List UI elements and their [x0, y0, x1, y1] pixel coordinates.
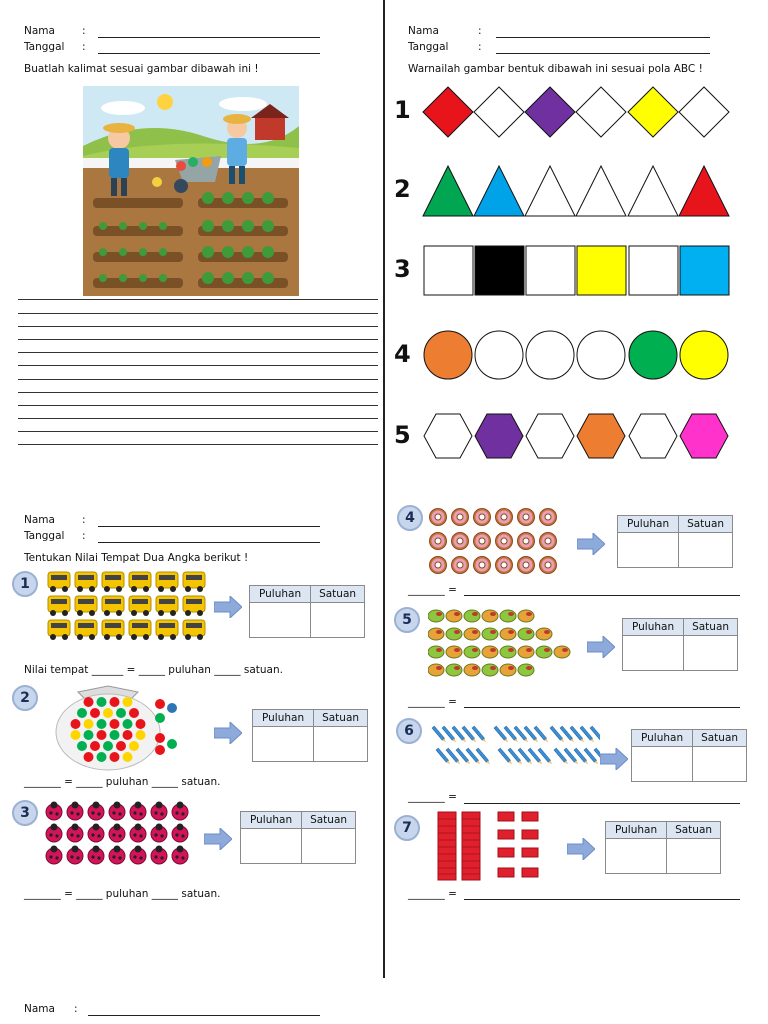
ladybug-icon — [109, 802, 125, 821]
nama-label: Nama — [408, 25, 439, 37]
hexagon-shape[interactable] — [680, 414, 728, 458]
donut-icon — [430, 533, 447, 550]
square-shape[interactable] — [526, 246, 575, 295]
puluhan-header: Puluhan — [250, 586, 311, 603]
diamond-shape[interactable] — [525, 87, 575, 137]
donut-icon — [452, 509, 469, 526]
donut-icon — [518, 509, 535, 526]
triangle-shape[interactable] — [576, 166, 626, 216]
candy-icon — [110, 697, 120, 707]
candy-icon — [103, 708, 113, 718]
candy-icon — [90, 741, 100, 751]
mango-icon — [446, 628, 462, 640]
donut-icon — [540, 533, 557, 550]
candy-icon — [123, 719, 133, 729]
satuan-cell[interactable] — [314, 727, 368, 762]
ladybug-icons — [44, 800, 192, 868]
writing-line[interactable] — [18, 365, 378, 366]
mango-icon — [500, 646, 516, 658]
diamond-shape[interactable] — [679, 87, 729, 137]
place-value-table — [240, 811, 356, 864]
writing-line[interactable] — [18, 444, 378, 445]
puluhan-cell[interactable] — [253, 727, 314, 762]
tanggal-label: Tanggal — [24, 41, 65, 53]
puluhan-header: Puluhan — [632, 730, 693, 747]
satuan-cell[interactable] — [684, 636, 738, 671]
mango-icon — [464, 646, 480, 658]
donut-icon — [518, 557, 535, 574]
problem-badge: 1 — [12, 571, 38, 597]
sheet2-instruction: Warnailah gambar bentuk dibawah ini sesuai pola ABC ! — [408, 63, 703, 75]
donut-icon — [540, 509, 557, 526]
nama-input-line[interactable] — [88, 1015, 320, 1016]
mango-icon — [428, 646, 444, 658]
arrow-right-icon — [567, 838, 595, 860]
donut-icon — [496, 557, 513, 574]
hexagon-shape[interactable] — [526, 414, 574, 458]
mango-icon — [464, 664, 480, 676]
satuan-header: Satuan — [693, 730, 747, 747]
ladybug-icon — [46, 802, 62, 821]
bus-icon — [129, 620, 151, 640]
donut-icon — [452, 533, 469, 550]
bus-icon — [183, 596, 205, 616]
puluhan-header: Puluhan — [253, 710, 314, 727]
answer-eq: _______ = — [408, 584, 457, 596]
sun-icon — [157, 94, 173, 110]
hexagon-shape[interactable] — [577, 414, 625, 458]
donut-icon — [430, 509, 447, 526]
candy-icon — [129, 741, 139, 751]
tanggal-label: Tanggal — [408, 41, 449, 53]
satuan-header: Satuan — [302, 812, 356, 829]
hexagon-shape[interactable] — [424, 414, 472, 458]
answer-eq: _______ = — [408, 791, 457, 803]
puluhan-cell[interactable] — [250, 603, 311, 638]
colon: : — [74, 1003, 78, 1015]
square-shape[interactable] — [475, 246, 524, 295]
writing-line[interactable] — [18, 352, 378, 353]
candy-icon — [84, 719, 94, 729]
satuan-cell[interactable] — [311, 603, 365, 638]
mango-icons — [428, 606, 582, 680]
candy-jar-icon — [48, 682, 182, 772]
place-value-table — [605, 821, 721, 874]
mango-icon — [446, 610, 462, 622]
sheet1-instruction: Buatlah kalimat sesuai gambar dibawah ini ! — [24, 63, 259, 75]
ladybug-icon — [88, 846, 104, 865]
writing-line[interactable] — [18, 418, 378, 419]
diamond-shape[interactable] — [423, 87, 473, 137]
bus-icon — [48, 572, 70, 592]
page-divider — [383, 0, 385, 978]
satuan-cell[interactable] — [693, 747, 747, 782]
candy-icon — [71, 719, 81, 729]
writing-line[interactable] — [18, 299, 378, 300]
candy-icon — [116, 741, 126, 751]
candy-icon — [90, 708, 100, 718]
puluhan-header: Puluhan — [241, 812, 302, 829]
answer-line: Nilai tempat ______ = _____ puluhan _____ satuan. — [24, 664, 283, 676]
candy-icon — [97, 730, 107, 740]
pattern-row-number: 3 — [394, 255, 411, 283]
candy-icon — [97, 719, 107, 729]
satuan-cell[interactable] — [302, 829, 356, 864]
place-value-table — [617, 515, 733, 568]
satuan-cell[interactable] — [679, 533, 733, 568]
ladybug-icon — [172, 846, 188, 865]
candy-icon — [97, 752, 107, 762]
satuan-cell[interactable] — [667, 839, 721, 874]
candy-icon — [110, 730, 120, 740]
place-value-table — [631, 729, 747, 782]
colon: : — [82, 25, 86, 37]
writing-line[interactable] — [18, 339, 378, 340]
answer-line: _______ = _____ puluhan _____ satuan. — [24, 776, 221, 788]
candy-icon — [71, 730, 81, 740]
tanggal-input-line[interactable] — [98, 53, 320, 54]
candy-icon — [123, 730, 133, 740]
mango-icon — [482, 628, 498, 640]
mango-icon — [446, 664, 462, 676]
ladybug-icon — [67, 846, 83, 865]
nama-input-line[interactable] — [98, 526, 320, 527]
donut-icons — [428, 506, 564, 576]
ladybug-icon — [130, 802, 146, 821]
square-shape[interactable] — [680, 246, 729, 295]
mango-icon — [482, 646, 498, 658]
nama-label: Nama — [24, 514, 55, 526]
candy-icon — [84, 730, 94, 740]
mango-icon — [536, 628, 552, 640]
pattern-row-number: 2 — [394, 175, 411, 203]
pattern-row-number: 1 — [394, 96, 411, 124]
mango-icon — [464, 610, 480, 622]
colon: : — [82, 514, 86, 526]
problem-badge: 6 — [396, 718, 422, 744]
bus-icon — [156, 596, 178, 616]
ladybug-icon — [67, 802, 83, 821]
pattern-row-number: 5 — [394, 421, 411, 449]
candy-icon — [123, 697, 133, 707]
triangle-shape[interactable] — [525, 166, 575, 216]
mango-icon — [518, 664, 534, 676]
mango-icon — [518, 646, 534, 658]
candy-icon — [136, 730, 146, 740]
problem-badge: 5 — [394, 607, 420, 633]
triangle-shape[interactable] — [474, 166, 524, 216]
answer-input-line[interactable] — [464, 707, 740, 708]
diamond-shape[interactable] — [576, 87, 626, 137]
puluhan-cell[interactable] — [632, 747, 693, 782]
mango-icon — [482, 664, 498, 676]
problem-badge: 3 — [12, 800, 38, 826]
puluhan-cell[interactable] — [606, 839, 667, 874]
ladybug-icon — [172, 802, 188, 821]
pattern-row-number: 4 — [394, 340, 411, 368]
puluhan-cell[interactable] — [618, 533, 679, 568]
circle-shape[interactable] — [526, 331, 574, 379]
triangle-shape[interactable] — [423, 166, 473, 216]
mango-icon — [500, 610, 516, 622]
bus-icon — [129, 572, 151, 592]
nama-input-line[interactable] — [98, 37, 320, 38]
mango-icon — [536, 646, 552, 658]
shape-patterns — [420, 84, 740, 464]
candy-icon — [97, 697, 107, 707]
mango-icon — [428, 664, 444, 676]
answer-input-line[interactable] — [464, 803, 740, 804]
bus-icon — [183, 620, 205, 640]
ladybug-icon — [130, 846, 146, 865]
satuan-header: Satuan — [679, 516, 733, 533]
candy-icon — [84, 697, 94, 707]
writing-line[interactable] — [18, 405, 378, 406]
ladybug-icon — [109, 824, 125, 843]
satuan-header: Satuan — [667, 822, 721, 839]
pencil-icons — [428, 722, 600, 774]
ladybug-icon — [151, 802, 167, 821]
donut-icon — [474, 557, 491, 574]
ladybug-icon — [46, 824, 62, 843]
mango-icon — [428, 628, 444, 640]
farm-illustration — [83, 86, 299, 296]
mango-icon — [500, 628, 516, 640]
answer-eq: _______ = — [408, 696, 457, 708]
place-value-table — [252, 709, 368, 762]
colon: : — [82, 41, 86, 53]
puluhan-cell[interactable] — [623, 636, 684, 671]
donut-icon — [540, 557, 557, 574]
donut-icon — [518, 533, 535, 550]
square-shape[interactable] — [577, 246, 626, 295]
candy-icon — [129, 708, 139, 718]
donut-icon — [496, 533, 513, 550]
bus-icon — [102, 572, 124, 592]
diamond-shape[interactable] — [628, 87, 678, 137]
candy-icon — [84, 752, 94, 762]
writing-line[interactable] — [18, 392, 378, 393]
circle-shape[interactable] — [629, 331, 677, 379]
ladybug-icon — [130, 824, 146, 843]
bus-icon — [129, 596, 151, 616]
writing-line[interactable] — [18, 431, 378, 432]
nama-label: Nama — [24, 25, 55, 37]
arrow-right-icon — [214, 596, 242, 618]
answer-line: _______ = _____ puluhan _____ satuan. — [24, 888, 221, 900]
bus-icon — [48, 596, 70, 616]
mango-icon — [518, 628, 534, 640]
puluhan-cell[interactable] — [241, 829, 302, 864]
circle-shape[interactable] — [680, 331, 728, 379]
problem-badge: 4 — [397, 505, 423, 531]
mango-icon — [554, 646, 570, 658]
mango-icon — [482, 610, 498, 622]
answer-input-line[interactable] — [464, 899, 740, 900]
candy-icon — [77, 708, 87, 718]
writing-line[interactable] — [18, 379, 378, 380]
bus-icon — [156, 572, 178, 592]
ladybug-icon — [172, 824, 188, 843]
triangle-shape[interactable] — [679, 166, 729, 216]
nama-input-line[interactable] — [496, 37, 710, 38]
ladybug-icon — [88, 802, 104, 821]
donut-icon — [452, 557, 469, 574]
colon: : — [478, 41, 482, 53]
diamond-shape[interactable] — [474, 87, 524, 137]
nama-label: Nama — [24, 1003, 55, 1015]
writing-line[interactable] — [18, 313, 378, 314]
bus-icon — [102, 596, 124, 616]
candy-icon — [123, 752, 133, 762]
donut-icon — [474, 509, 491, 526]
place-value-table — [249, 585, 365, 638]
hexagon-shape[interactable] — [629, 414, 677, 458]
satuan-header: Satuan — [314, 710, 368, 727]
arrow-right-icon — [204, 828, 232, 850]
donut-icon — [496, 509, 513, 526]
ladybug-icon — [67, 824, 83, 843]
place-value-table — [622, 618, 738, 671]
problem-badge: 2 — [12, 685, 38, 711]
bus-icon — [102, 620, 124, 640]
bus-icon — [48, 620, 70, 640]
satuan-header: Satuan — [311, 586, 365, 603]
ladybug-icon — [46, 846, 62, 865]
square-shape[interactable] — [424, 246, 473, 295]
bus-icon — [183, 572, 205, 592]
bus-icon — [75, 620, 97, 640]
hexagon-shape[interactable] — [475, 414, 523, 458]
sheet3-instruction: Tentukan Nilai Tempat Dua Angka berikut ! — [24, 552, 249, 564]
donut-icon — [474, 533, 491, 550]
bus-icon — [75, 572, 97, 592]
ladybug-icon — [109, 846, 125, 865]
answer-input-line[interactable] — [464, 595, 740, 596]
answer-eq: _______ = — [408, 888, 457, 900]
candy-icon — [103, 741, 113, 751]
mango-icon — [428, 610, 444, 622]
problem-badge: 7 — [394, 815, 420, 841]
ladybug-icon — [151, 846, 167, 865]
bus-icons — [46, 570, 210, 644]
mango-icon — [500, 664, 516, 676]
triangle-shape[interactable] — [628, 166, 678, 216]
square-shape[interactable] — [629, 246, 678, 295]
circle-shape[interactable] — [475, 331, 523, 379]
arrow-right-icon — [214, 722, 242, 744]
puluhan-header: Puluhan — [618, 516, 679, 533]
circle-shape[interactable] — [424, 331, 472, 379]
circle-shape[interactable] — [577, 331, 625, 379]
tanggal-input-line[interactable] — [496, 53, 710, 54]
colon: : — [82, 530, 86, 542]
bus-icon — [75, 596, 97, 616]
arrow-right-icon — [587, 636, 615, 658]
block-icons — [436, 810, 552, 882]
barn-icon — [255, 116, 285, 140]
puluhan-header: Puluhan — [623, 619, 684, 636]
mango-icon — [464, 628, 480, 640]
bus-icon — [156, 620, 178, 640]
mango-icon — [518, 610, 534, 622]
candy-icon — [110, 719, 120, 729]
ladybug-icon — [151, 824, 167, 843]
candy-icon — [110, 752, 120, 762]
arrow-right-icon — [600, 748, 628, 770]
candy-icon — [116, 708, 126, 718]
colon: : — [478, 25, 482, 37]
donut-icon — [430, 557, 447, 574]
candy-icon — [136, 719, 146, 729]
mango-icon — [446, 646, 462, 658]
ladybug-icon — [88, 824, 104, 843]
arrow-right-icon — [577, 533, 605, 555]
satuan-header: Satuan — [684, 619, 738, 636]
writing-line[interactable] — [18, 326, 378, 327]
candy-icon — [77, 741, 87, 751]
tanggal-input-line[interactable] — [98, 542, 320, 543]
tanggal-label: Tanggal — [24, 530, 65, 542]
puluhan-header: Puluhan — [606, 822, 667, 839]
